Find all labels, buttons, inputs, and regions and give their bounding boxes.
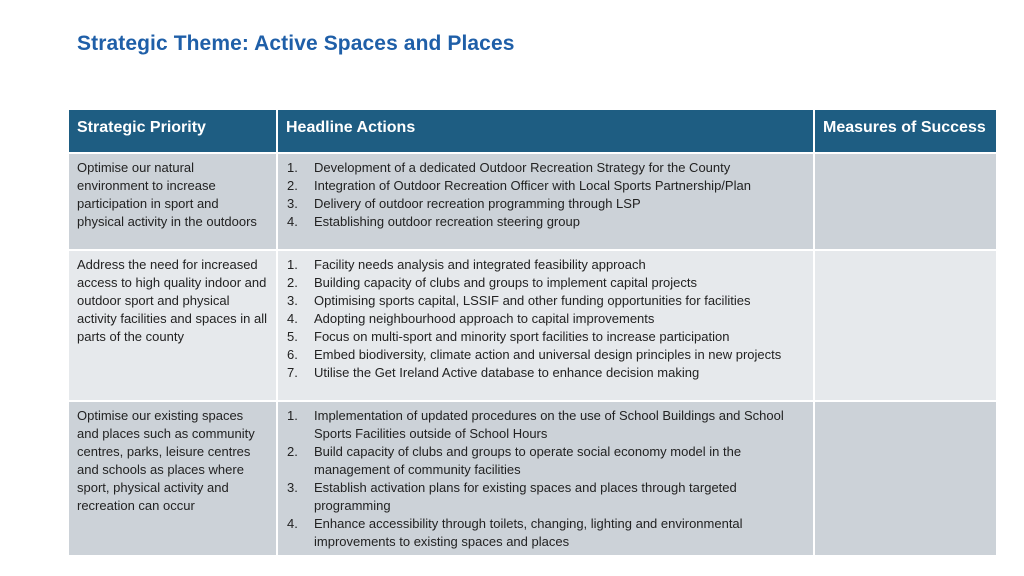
actions-cell bbox=[277, 401, 814, 555]
action-item: Implementation of updated procedures on the use of School Buildings and School Sports Facilities outside of School Hours bbox=[314, 408, 784, 441]
action-item: Focus on multi-sport and minority sport facilities to increase participation bbox=[314, 329, 730, 344]
page-title: Strategic Theme: Active Spaces and Places bbox=[77, 32, 515, 55]
action-item: Enhance accessibility through toilets, changing, lighting and environmental improvements to existing spaces and places bbox=[314, 516, 743, 549]
action-item: Optimising sports capital, LSSIF and other funding opportunities for facilities bbox=[314, 293, 751, 308]
measures-cell bbox=[814, 250, 996, 401]
measures-cell bbox=[814, 153, 996, 250]
actions-list bbox=[286, 159, 805, 231]
action-item: Establishing outdoor recreation steering group bbox=[314, 214, 580, 229]
actions-cell bbox=[277, 153, 814, 250]
strategy-table bbox=[69, 110, 996, 555]
table-header-row bbox=[69, 110, 996, 153]
action-item: Building capacity of clubs and groups to implement capital projects bbox=[314, 275, 697, 290]
actions-cell bbox=[277, 250, 814, 401]
action-item: Development of a dedicated Outdoor Recreation Strategy for the County bbox=[314, 160, 731, 175]
table-row bbox=[69, 153, 996, 250]
actions-list bbox=[286, 256, 805, 382]
header-headline-actions: Headline Actions bbox=[277, 110, 814, 153]
header-measures-of-success: Measures of Success bbox=[814, 110, 996, 153]
measures-cell bbox=[814, 401, 996, 555]
action-item: Facility needs analysis and integrated feasibility approach bbox=[314, 257, 646, 272]
action-item: Utilise the Get Ireland Active database to enhance decision making bbox=[314, 365, 700, 380]
actions-list bbox=[286, 407, 805, 551]
priority-cell: Optimise our existing spaces and places such as community centres, parks, leisure centres and schools as places where sport, physical activity and recreation can occur bbox=[69, 401, 277, 555]
table-row bbox=[69, 401, 996, 555]
table-row bbox=[69, 250, 996, 401]
action-item: Embed biodiversity, climate action and universal design principles in new projects bbox=[314, 347, 782, 362]
action-item: Adopting neighbourhood approach to capital improvements bbox=[314, 311, 655, 326]
action-item: Integration of Outdoor Recreation Officer with Local Sports Partnership/Plan bbox=[314, 178, 751, 193]
priority-cell: Optimise our natural environment to increase participation in sport and physical activity in the outdoors bbox=[69, 153, 277, 250]
action-item: Build capacity of clubs and groups to operate social economy model in the management of community facilities bbox=[314, 444, 742, 477]
action-item: Establish activation plans for existing spaces and places through targeted programming bbox=[314, 480, 737, 513]
header-strategic-priority: Strategic Priority bbox=[69, 110, 277, 153]
priority-cell: Address the need for increased access to high quality indoor and outdoor sport and physical activity facilities and spaces in all parts of the county bbox=[69, 250, 277, 401]
action-item: Delivery of outdoor recreation programming through LSP bbox=[314, 196, 641, 211]
